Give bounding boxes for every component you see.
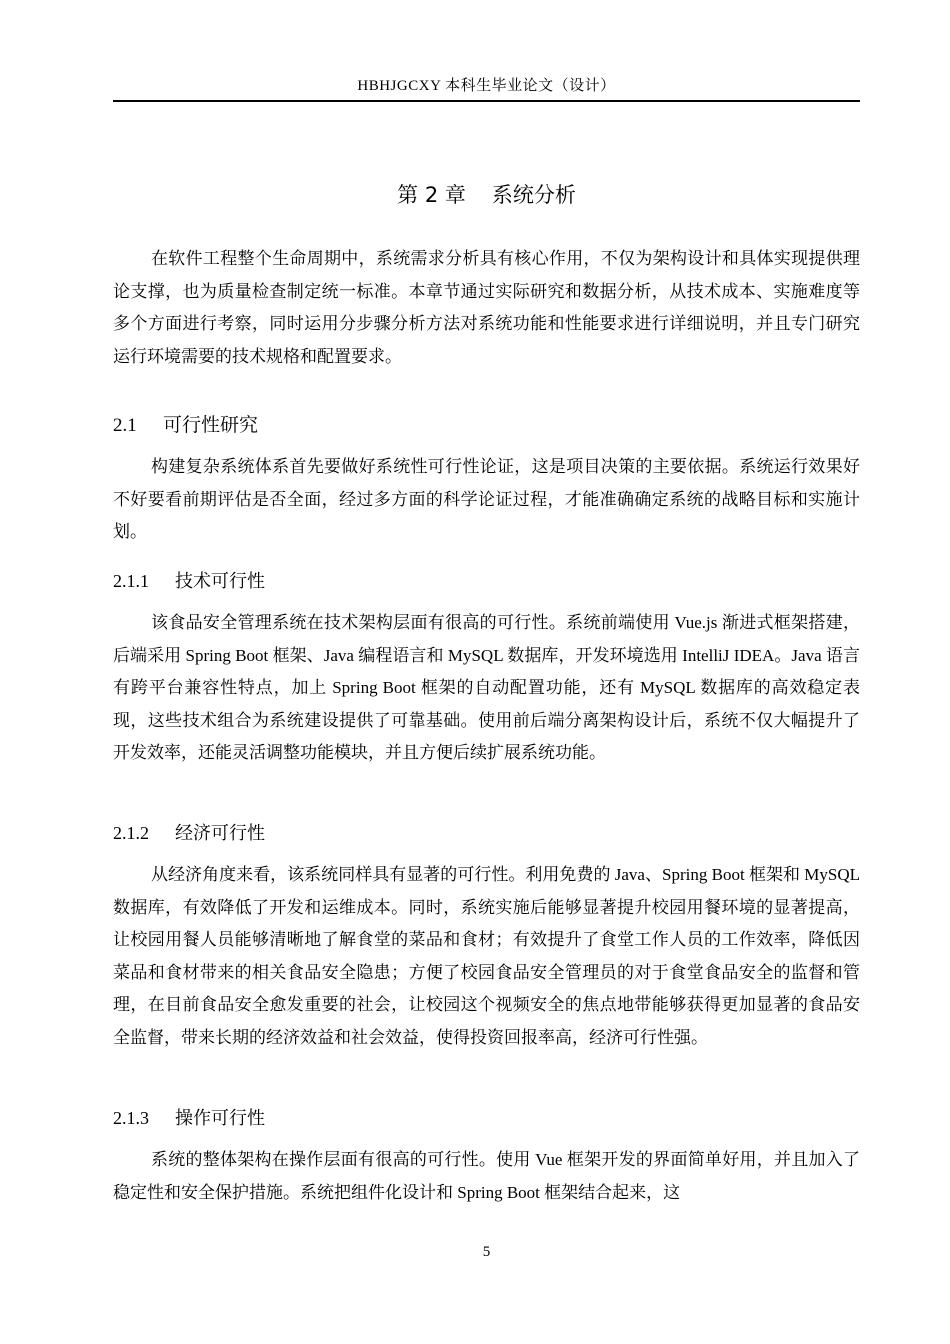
header-rule (113, 100, 860, 102)
section-number: 2.1 (113, 415, 137, 436)
subsection-number: 2.1.3 (113, 1108, 149, 1128)
section-heading-2-1-3 (113, 1104, 860, 1133)
section-title: 可行性研究 (163, 414, 259, 436)
chapter-number: 第 2 章 (397, 183, 466, 207)
section-heading-2-1-2 (113, 819, 860, 848)
page-number: 5 (482, 1244, 491, 1260)
subsection-title: 经济可行性 (175, 823, 265, 844)
chapter-title (113, 180, 860, 210)
section-heading-2-1 (113, 410, 860, 441)
chapter-intro-paragraph: 在软件工程整个生命周期中，系统需求分析具有核心作用，不仅为架构设计和具体实现提供理论支撑，也为质量检查制定统一标准。本章节通过实际研究和数据分析，从技术成本、实施难度等多个方面进行考察，同时运用分步骤分析方法对系统功能和性能要求进行详细说明，并且专门研究运行环境需要的技术规格和配置要求。 (113, 249, 860, 366)
subsection-number: 2.1.2 (113, 823, 149, 843)
section-heading-2-1-1 (113, 567, 860, 596)
chapter-name: 系统分析 (491, 183, 576, 207)
section-2-1-2-paragraph: 从经济角度来看，该系统同样具有显著的可行性。利用免费的 Java、Spring Boot 框架和 MySQL 数据库，有效降低了开发和运维成本。同时，系统实施后能够显著提升校园用餐环境的显著提高，让校园用餐人员能够清晰地了解食堂的菜品和食材；有效提升了食堂工作人员的工作效率，降低因菜品和食材带来的相关食品安全隐患；方便了校园食品安全管理员的对于食堂食品安全的监督和管理，在目前食品安全愈发重要的社会，让校园这个视频安全的焦点地带能够获得更加显著的食品安全监督，带来长期的经济效益和社会效益，使得投资回报率高，经济可行性强。 (113, 865, 860, 1047)
subsection-title: 技术可行性 (175, 571, 265, 592)
subsection-number: 2.1.1 (113, 571, 149, 591)
section-2-1-paragraph: 构建复杂系统体系首先要做好系统性可行性论证，这是项目决策的主要依据。系统运行效果好不好要看前期评估是否全面，经过多方面的科学论证过程，才能准确确定系统的战略目标和实施计划。 (113, 457, 860, 541)
section-2-1-3-paragraph: 系统的整体架构在操作层面有很高的可行性。使用 Vue 框架开发的界面简单好用，并且加入了稳定性和安全保护措施。系统把组件化设计和 Spring Boot 框架结合起来，这 (113, 1150, 860, 1202)
subsection-title: 操作可行性 (175, 1108, 265, 1129)
page-header: HBHJGCXY 本科生毕业论文（设计） (357, 78, 616, 94)
section-2-1-1-paragraph: 该食品安全管理系统在技术架构层面有很高的可行性。系统前端使用 Vue.js 渐进式框架搭建，后端采用 Spring Boot 框架、Java 编程语言和 MySQL 数据库，开发环境选用 IntelliJ IDEA。Java 语言有跨平台兼容性特点，加上 Spring Boot 框架的自动配置功能，还有 MySQL 数据库的高效稳定表现，这些技术组合为系统建设提供了可靠基础。使用前后端分离架构设计后，系统不仅大幅提升了开发效率，还能灵活调整功能模块，并且方便后续扩展系统功能。 (113, 613, 860, 762)
